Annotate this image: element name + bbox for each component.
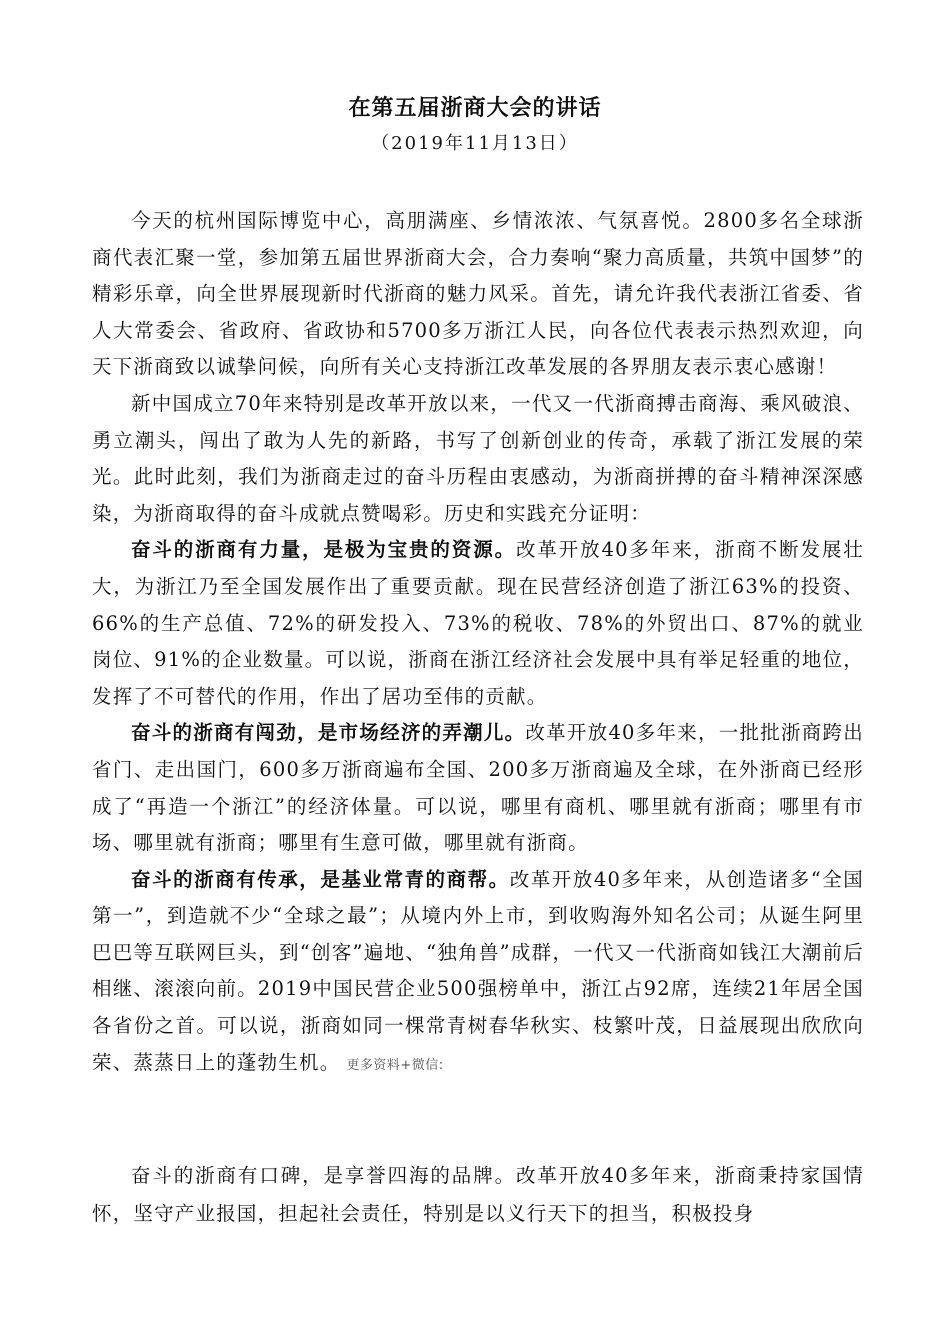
paragraph-heritage-text: 改革开放40多年来，从创造诸多“全国第一”，到造就不少“全球之最”；从境内外上市，到收购海外知名公司；从诞生阿里巴巴等互联网巨头，到“创客”遍地、“独角兽”成群，一代又一代浙商如钱江大潮前后相继、滚滚向前。2019中国民营企业500强榜单中，浙江占92席，连续21年居全国各省份之首。可以说，浙商如同一棵常青树春华秋实、枝繁叶茂，日益展现出欣欣向荣、蒸蒸日上的蓬勃生机。: [92, 867, 864, 1074]
paragraph-strength: [92, 532, 864, 715]
paragraph-heritage: [92, 862, 864, 1085]
paragraph-drive: [92, 715, 864, 861]
paragraph-reputation: 奋斗的浙商有口碑，是享誉四海的品牌。改革开放40多年来，浙商秉持家国情怀，坚守产业报国，担起社会责任，特别是以义行天下的担当，积极投身: [92, 1164, 864, 1225]
document-body-continued: [92, 1157, 864, 1233]
paragraph-heritage-lead: 奋斗的浙商有传承，是基业常青的商帮。: [131, 867, 510, 891]
document-date: （2019年11月13日）: [371, 133, 579, 154]
paragraph-history: 新中国成立70年来特别是改革开放以来，一代又一代浙商搏击商海、乘风破浪、勇立潮头，闯出了敢为人先的新路，书写了创新创业的传奇，承载了浙江发展的荣光。此时此刻，我们为浙商走过的奋斗历程由衷感动，为浙商拼搏的奋斗精神深深感染，为浙商取得的奋斗成就点赞喝彩。历史和实践充分证明：: [92, 391, 864, 525]
paragraph-drive-lead: 奋斗的浙商有闯劲，是市场经济的弄潮儿。: [131, 721, 526, 745]
paragraph-strength-lead: 奋斗的浙商有力量，是极为宝贵的资源。: [131, 538, 516, 562]
paragraph-strength-text: 改革开放40多年来，浙商不断发展壮大，为浙江乃至全国发展作出了重要贡献。现在民营经济创造了浙江63%的投资、66%的生产总值、72%的研发投入、73%的税收、78%的外贸出口、87%的就业岗位、91%的企业数量。可以说，浙商在浙江经济社会发展中具有举足轻重的地位，发挥了不可替代的作用，作出了居功至伟的贡献。: [92, 538, 864, 708]
paragraph-drive-text: 改革开放40多年来，一批批浙商跨出省门、走出国门，600多万浙商遍布全国、200多万浙商遍及全球，在外浙商已经形成了“再造一个浙江”的经济体量。可以说，哪里有商机、哪里就有浙商；哪里有市场、哪里就有浙商；哪里有生意可做，哪里就有浙商。: [92, 721, 864, 855]
wechat-note: 更多资料+微信:: [346, 1057, 444, 1073]
document-body: [92, 203, 864, 1084]
document-title: 在第五届浙商大会的讲话: [348, 95, 602, 121]
paragraph-opening: 今天的杭州国际博览中心，高朋满座、乡情浓浓、气氛喜悦。2800多名全球浙商代表汇聚一堂，参加第五届世界浙商大会，合力奏响“聚力高质量，共筑中国梦”的精彩乐章，向全世界展现新时代浙商的魅力风采。首先，请允许我代表浙江省委、省人大常委会、省政府、省政协和5700多万浙江人民，向各位代表表示热烈欢迎，向天下浙商致以诚挚问候，向所有关心支持浙江改革发展的各界朋友表示衷心感谢！: [92, 209, 864, 379]
